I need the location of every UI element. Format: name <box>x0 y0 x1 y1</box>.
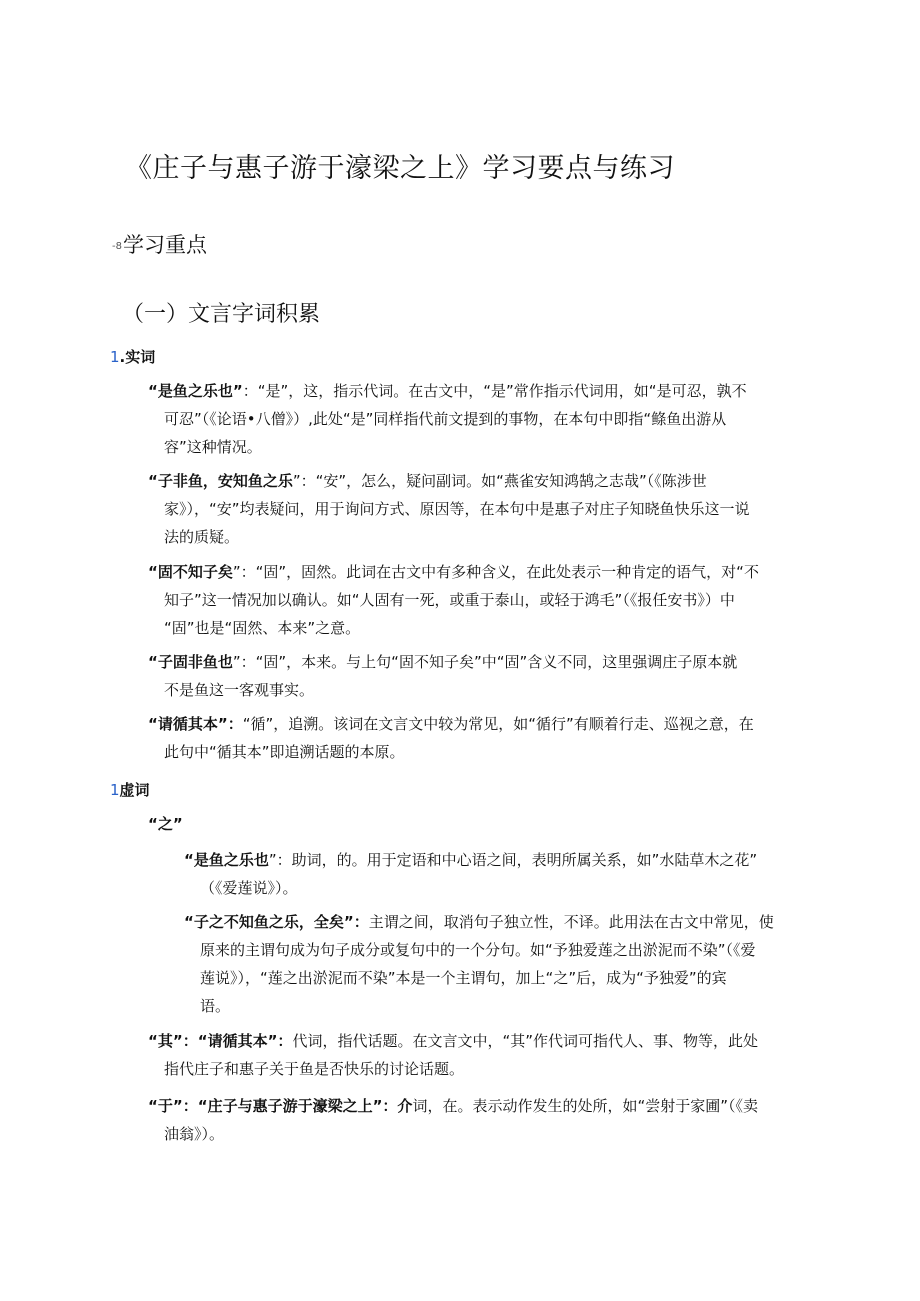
entry-text: 词，在。表示动作发生的处所，如“尝射于家圃”（《卖 <box>412 1097 758 1115</box>
entry-text: ”：“固”，固然。此词在古文中有多种含义，在此处表示一种肯定的语气，对“不 <box>232 563 759 581</box>
group-label: .实词 <box>119 348 156 366</box>
entry-term: “于”：“庄子与惠子游于濠梁之上”：介 <box>148 1097 413 1115</box>
entry-text: 莲说》），“莲之出淤泥而不染”本是一个主谓句，加上“之”后，成为“予独爱”的宾 <box>200 969 727 987</box>
entry-text: ”：助词，的。用于定语和中心语之间，表明所属关系，如”水陆草木之花” <box>268 851 758 869</box>
entry-term: “请循其本”： <box>148 715 243 733</box>
entry-text: 可忍”（《论语•八僧》）,此处“是”同样指代前文提到的事物，在本句中即指“鲦鱼出游从 <box>164 410 727 428</box>
entry-term: “是鱼之乐也” <box>148 382 243 400</box>
group-heading-xuci <box>110 779 150 800</box>
entry-text: ”：“固”，本来。与上句“固不知子矣”中“固”含义不同，这里强调庄子原本就 <box>232 653 738 671</box>
group-heading-shici <box>110 346 155 367</box>
entry-xun <box>148 710 754 766</box>
entry-text: 法的质疑。 <box>164 528 240 546</box>
entry-text: ”：“安”，怎么，疑问副词。如“燕雀安知鸿鹄之志哉”（《陈涉世 <box>292 472 707 490</box>
entry-qi <box>148 1027 758 1083</box>
entry-text: 此句中“循其本”即追溯话题的本原。 <box>164 743 405 761</box>
entry-text: 主谓之间，取消句子独立性，不译。此用法在古文中常见，使 <box>368 913 774 931</box>
entry-term: “是鱼之乐也 <box>184 851 269 869</box>
section-heading-label: 学习重点 <box>122 233 207 257</box>
entry-term: “子固非鱼也 <box>148 653 233 671</box>
zhi-label <box>148 810 183 838</box>
entry-term: “子之不知鱼之乐，全矣”： <box>184 913 369 931</box>
entry-text: 原来的主谓句成为句子成分或复句中的一个分句。如“予独爱莲之出淤泥而不染”（《爱 <box>200 941 756 959</box>
entry-text: 家》），“安”均表疑问，用于询问方式、原因等，在本句中是惠子对庄子知晓鱼快乐这一说 <box>164 500 750 518</box>
entry-text: “固”也是“固然、本来”之意。 <box>164 619 361 637</box>
entry-shi <box>148 377 747 461</box>
entry-text: 语。 <box>200 997 231 1015</box>
entry-text: 不是鱼这一客观事实。 <box>164 681 315 699</box>
entry-yu <box>148 1092 758 1148</box>
entry-zhi-2 <box>184 908 774 1020</box>
entry-text: “循”，追溯。该词在文言文中较为常见，如“循行”有顺着行走、巡视之意，在 <box>242 715 754 733</box>
entry-term: “子非鱼，安知鱼之乐 <box>148 472 293 490</box>
entry-zhi-1 <box>184 846 757 902</box>
group-number: 1 <box>110 348 120 366</box>
subsection-heading: （一）文言字词积累 <box>122 302 321 327</box>
entry-text: （《爱莲说》）。 <box>200 879 298 897</box>
entry-term: “之” <box>148 815 183 833</box>
section-heading <box>112 229 207 259</box>
entry-text: 代词，指代话题。在文言文中，“其”作代词可指代人、事、物等，此处 <box>292 1032 758 1050</box>
entry-text: 知子”这一情况加以确认。如“人固有一死，或重于泰山，或轻于鸿毛”（《报任安书》）中 <box>164 591 735 609</box>
entry-gu-1 <box>148 558 759 642</box>
group-label: 虚词 <box>119 781 150 799</box>
entry-text: 指代庄子和惠子关于鱼是否快乐的讨论话题。 <box>164 1060 465 1078</box>
entry-an <box>148 467 750 551</box>
group-number: 1 <box>110 781 120 799</box>
entry-text: 容”这种情况。 <box>164 438 262 456</box>
entry-term: “其”：“请循其本”： <box>148 1032 293 1050</box>
entry-text: ：“是”，这，指示代词。在古文中，“是”常作指示代词用，如“是可忍，孰不 <box>242 382 747 400</box>
entry-gu-2 <box>148 648 737 704</box>
section-marker: -8 <box>112 240 122 252</box>
entry-text: 油翁》）。 <box>164 1125 225 1143</box>
page-title: 《庄子与惠子游于濠梁之上》学习要点与练习 <box>125 153 675 184</box>
entry-term: “固不知子矣 <box>148 563 233 581</box>
